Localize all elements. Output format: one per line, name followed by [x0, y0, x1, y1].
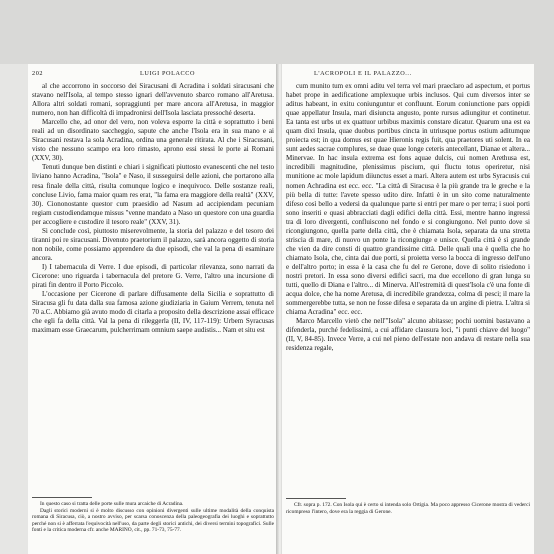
paragraph: Tenuti dunque ben distinti e chiari i significati piuttosto evanescenti che nel testo liviano hanno Acradina, "Isola" e Naso, il susseguirsi delle azioni, che portarono alla resa finale della città, risulta comunque logico e inequivoco. Delle sostanze reali, concluse Livio, fama maior quam res erat, "la fama era maggiore della realtà" (XXV, 30). Ciononostante questor cum praesidio ad Nasum ad accipiendam pecuniam regiam custodiendamque missus "venne mandato a Naso un questore con una guardia per accogliere e custodire il tesoro reale" (XXV, 31). [32, 163, 274, 226]
paragraph: cum munito tum ex omni aditu vel terra vel mari praeclaro ad aspectum, et portus habet prope in aedificatione amplexuque urbis inclusos. Qui cum diversos inter se aditus habeant, in exitu coniunguntur et confluunt. Eorum coniunctione pars oppidi quae appellatur Insula, mari disiuncta angusto, ponte rursus adiungitur et continetur. Ea tanta est urbs ut ex quattuor urbibus maximis constare dicatur. Quarum una est ea quam dixi Insula, quae duobus portibus cincta in utriusque portus ostium aditumque proiecta est; in qua domus est quae Hieronis regis fuit, qua praetores uti solent. In ea sunt aedes sacrae complures, se duae quae longe ceteris antecellant, Dianae et altera... Minervae. In hac insula extrema est fons aquae dulcis, cui nomen Arethusa est, incredibili magnitudine, plenissimus piscium, qui fluctu totus operiretur, nisi munitione ac mole lapidum diiunctus esset a mari. Altera autem est urbs Syracusis cui nomen Achradina est ecc. ecc. "La città di Siracusa è la più grande tra le greche e la più bella di tutte: l'avete spesso udito dire. Infatti è in un sito come naturalmente difeso così bello a vedersi da qualunque parte si entri per mare o per terra; i suoi porti sono inseriti e quasi abbracciati dagli edifici della città. Essi, mentre hanno ingressi tra di loro divergenti, confluiscono nel fondo e si congiungono. Nel punto dove si ricongiungono, quella parte della città, che è chiamata Isola, separata da una stretta striscia di mare, di nuovo un ponte la ricongiunge e unisce. Quella città è sì grande che vien da dire consti di quattro grandissime città. Delle quali una è quella che ho chiamato Isola, che, cinta dai due porti, si proietta verso la bocca di ingresso dell'uno e dell'altro porto; in essa è la casa che fu del re Gerone, dove di solito risiedono i nostri pretori. In essa sono diversi edifici sacri, ma due eccellono di gran lunga su tutti, quello di Diana e l'altro... di Minerva. All'estremità di quest'Isola c'è una fonte di acqua dolce, che ha nome Aretusa, di incredibile grandezza, colma di pesci; il mare la sommergerebbe tutta, se non ne fosse difesa e separata da un argine di pietra. L'altra si chiama Acradina" ecc. ecc. [286, 82, 530, 317]
paragraph: L'occasione per Cicerone di parlare diffusamente della Sicilia e soprattutto di Siracusa gli fu data dalla sua famosa azione giudiziaria in Gaium Verrem, tenuta nel 70 a.C. Abbiamo già avuto modo di citarla a proposito della descrizione assai efficace che egli fa della città. Val la pena di rileggerla (II, IV, 117-119): Urbem Syracusas maximam esse Graecarum, pulcherrimam omnium saepe audistis... Nam et situ est [32, 290, 274, 335]
running-head-title: LUIGI POLACCO [140, 70, 196, 77]
paragraph: Marcello che, ad onor del vero, non voleva esporre la città e soprattutto i beni reali ad un disordinato saccheggio, sapute che anche l'Isola era in sua mano e ai Siracusani restava la sola Acradina, ordina una generale ritirata. Al che i Siracusani, visto che nessuno scampo era loro rimasto, aprono essi stessi le porte ai Romani (XXV, 30). [32, 118, 274, 163]
left-footnotes [32, 501, 274, 534]
footnote: In questo caso si tratta delle porte sulle mura arcaiche di Acradina. [40, 501, 184, 507]
running-head-title: L'ACROPOLI E IL PALAZZO... [314, 70, 412, 77]
scan-margin [0, 64, 28, 554]
footnote-rule [286, 498, 346, 499]
footnote: Dagli storici moderni si è molto discusso con opinioni divergenti sulle ultime modalità della conquista romana di Siracusa, ciò, a nostro avviso, per scarsa conoscenza della paleogeografia dei luoghi e soprattutto perché non si è afferrata l'equivocità nell'uso, da parte degli storici antichi, dei diversi termini topografici. Sulle fonti e la critica moderna cfr. anche MARINO, cit., pp. 71-73, 75-77. [32, 507, 274, 534]
right-body-text [286, 82, 530, 353]
footnote: Cfr. sopra p. 172. Con Isola qui è certo si intenda solo Ortigia. Ma poco appresso Cicerone mostra di vederci ricompreso l'intero, dove era la reggia di Gerone. [286, 502, 530, 515]
left-body-text [32, 82, 274, 335]
left-running-header [32, 70, 274, 80]
paragraph: Si conclude così, piuttosto miserevolmente, la storia del palazzo e del tesoro dei tiranni poi re siracusani. Divenuto praetorium il palazzo, sarà ancora oggetto di storia non nobile, come possiamo apprendere da due episodi, che val la pena di esaminare ancora. [32, 226, 274, 262]
right-page [282, 64, 534, 554]
paragraph: I) I tabernacula di Verre. I due episodi, di particolar rilevanza, sono narrati da Cicerone: uno riguarda i tabernacula del pretore G. Verre, l'altro una incursione di pirati fin dentro il Porto Piccolo. [32, 262, 274, 290]
footnote-rule [32, 497, 92, 498]
right-footnotes [286, 502, 530, 515]
page-number: 202 [32, 70, 44, 77]
paragraph: Marco Marcello vietò che nell'"Isola" alcuno abitasse; pochi uomini bastavano a difenderla, purché fedelissimi, a cui affidare clausura loci, "i punti chiave del luogo" (II, V, 84-85). Invece Verre, a cui nel pieno dell'estate non andava di restare nella sua residenza regale, [286, 317, 530, 353]
right-running-header [286, 70, 530, 80]
paragraph: al che accorrono in soccorso dei Siracusani di Acradina i soldati siracusani che stavano nell'Isola, al tempo stesso ignari dell'avvenuto sbarco romano all'Aretusa. Allora altri soldati romani, sopraggiunti per mare ancora all'Aretusa, in maggior numero, non han difficoltà di impadronirsi dell'Isola lasciata pressoché deserta. [32, 82, 274, 118]
left-page [28, 64, 278, 554]
